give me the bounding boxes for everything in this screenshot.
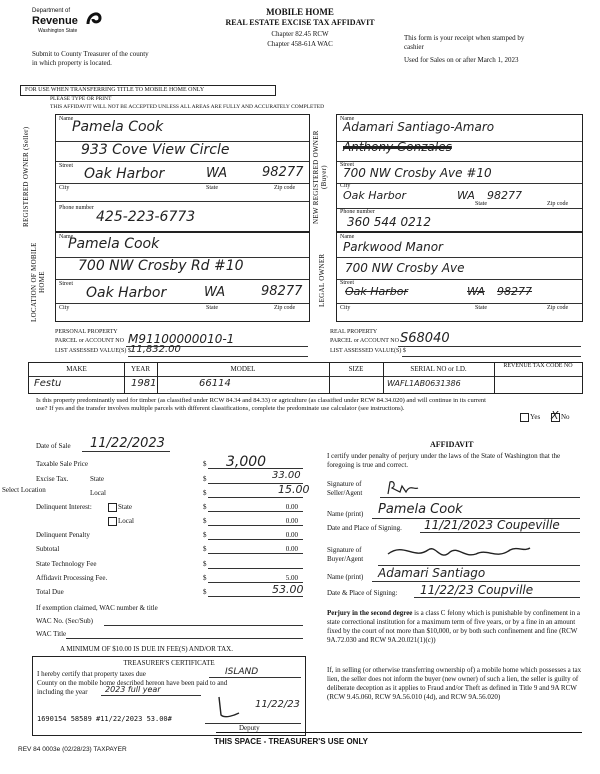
di-local-checkbox[interactable] [108,517,117,526]
excise-state-value[interactable]: 33.00 [272,470,301,481]
seller-box [55,114,310,232]
date-of-sale-value[interactable]: 11/22/2023 [90,436,165,451]
seller-print-name[interactable]: Pamela Cook [378,502,463,517]
legal-city-label: City [340,305,351,311]
location-name[interactable]: Pamela Cook [68,236,160,252]
legal-zip[interactable]: 98277 [497,285,532,298]
subtotal-dollar: $ [203,545,207,553]
buyer-box [336,114,583,232]
seller-street-prefill[interactable]: 933 Cove View Circle [81,142,230,158]
logo-state-text: Washington State [38,28,78,34]
seller-name-label: Name [59,116,74,122]
treasurer-use-only: THIS SPACE - TREASURER'S USE ONLY [214,737,368,746]
buyer-signature-label: Signature of Buyer/Agent [327,546,364,563]
personal-parcel-label: PARCEL or ACCOUNT NO [55,338,124,344]
deputy-signature-icon [213,695,243,721]
legal-city[interactable]: Oak Harbor [345,285,409,298]
taxable-price-value[interactable]: 3,000 [226,454,267,470]
treasurer-title: TREASURER'S CERTIFICATE [123,659,215,667]
buyer-city[interactable]: Oak Harbor [343,189,407,202]
real-assessed-label: LIST ASSESSED VALUE(S) $ [330,348,406,354]
personal-parcel-value[interactable]: M91100000010-1 [128,332,235,346]
yes-checkbox[interactable] [520,413,529,422]
treasurer-date[interactable]: 11/22/23 [255,699,300,710]
serial-value[interactable]: WAFL1AB0631386 [387,379,461,388]
logo-swirl-icon [86,9,102,27]
buyer-state-label: State [475,201,487,207]
buyer-phone-label: Phone number [340,209,375,215]
seller-phone-label: Phone number [59,205,94,211]
di-local-label: Local [118,517,134,525]
legal-owner-section-label: LEGAL OWNER [318,253,326,307]
receipt-note-1: This form is your receipt when stamped by [404,34,525,42]
buyer-state[interactable]: WA [457,189,475,202]
year-value[interactable]: 1981 [131,378,157,389]
col-serial-header: SERIAL NO or I.D. [410,365,467,373]
excise-local-value[interactable]: 15.00 [278,483,310,496]
real-parcel-value[interactable]: S68040 [400,331,450,346]
select-location-label[interactable]: Select Location [2,486,46,494]
seller-street-label: Street [59,163,73,169]
logo-dept-text: Department of [32,8,71,14]
submit-note-1: Submit to County Treasurer of the county [32,50,149,58]
delinquent-interest-label: Delinquent Interest: [36,503,92,511]
penalty-dollar: $ [203,531,207,539]
treasurer-line3: including the year [37,688,88,696]
wac-title-label: WAC Title [36,630,67,638]
col-revenue-code-header: REVENUE TAX CODE NO [503,363,573,369]
excise-state-dollar: $ [203,475,207,483]
buyer-phone[interactable]: 360 544 0212 [347,215,431,229]
location-zip[interactable]: 98277 [261,284,303,299]
seller-section-label: REGISTERED OWNER (Seller) [22,126,30,228]
location-box [55,232,310,322]
legal-street[interactable]: 700 NW Crosby Ave [345,261,465,275]
location-section-label: LOCATION OF MOBILE HOME [30,242,46,322]
location-state[interactable]: WA [204,285,226,300]
buyer-street[interactable]: 700 NW Crosby Ave #10 [343,166,492,180]
exemption-label: If exemption claimed, WAC number & title [36,604,158,612]
state-tech-fee-label: State Technology Fee [36,560,97,568]
personal-assessed-value[interactable]: 11,832.00 [130,344,181,355]
vehicle-table [28,362,583,394]
di-state-label: State [118,503,132,511]
seller-city-label: City [59,185,70,191]
date-of-sale-label: Date of Sale [36,442,71,450]
sales-date-note: Used for Sales on or after March 1, 2023 [404,56,519,64]
logo-revenue-text: Revenue [32,15,78,27]
penalty-value[interactable]: 0.00 [285,531,298,539]
seller-zip[interactable]: 98277 [262,165,304,180]
buyer-print-label: Name (print) [327,573,364,581]
treasurer-county[interactable]: ISLAND [225,667,259,677]
legal-zip-label: Zip code [547,305,569,311]
col-model-header: MODEL [230,365,256,373]
location-street[interactable]: 700 NW Crosby Rd #10 [78,258,244,274]
model-value[interactable]: 66114 [199,378,231,389]
location-state-label: State [206,305,218,311]
treasurer-stamp: 1690154 58589 #11/22/2023 53.00# [37,715,172,723]
subtotal-value[interactable]: 0.00 [285,545,298,553]
col-make-header: MAKE [66,365,87,373]
timber-question: Is this property predominantly used for timber (as classified under RCW 84.34 and 84.33) or agriculture (as classified under RCW 84.34.020) and will continue in its current use? If yes and the transfer involves multiple parcels with different classifications, complete the predominate use calculator (see instructions). [36,397,486,412]
location-name-label: Name [59,234,74,240]
tech-fee-dollar: $ [203,560,207,568]
di-local-dollar: $ [203,517,207,525]
legal-name-label: Name [340,234,355,240]
seller-state-label: State [206,185,218,191]
use-banner-text: FOR USE WHEN TRANSFERRING TITLE TO MOBILE HOME ONLY [25,87,205,93]
seller-signature-icon[interactable] [384,478,424,498]
buyer-name[interactable]: Adamari Santiago-Amaro [343,120,495,134]
buyer-street-label: Street [340,162,354,168]
di-state-value[interactable]: 0.00 [285,503,298,511]
total-due-value[interactable]: 53.00 [272,583,304,596]
seller-city[interactable]: Oak Harbor [84,166,165,182]
legal-state[interactable]: WA [467,285,485,298]
affidavit-certify: I certify under penalty of perjury under the laws of the State of Washington that the foregoing is true and correct. [327,452,561,469]
di-state-checkbox[interactable] [108,503,117,512]
seller-print-label: Name (print) [327,510,364,518]
treasurer-certificate-box [32,656,306,736]
total-due-label: Total Due [36,588,64,596]
location-zip-label: Zip code [274,305,296,311]
subtotal-label: Subtotal [36,545,60,553]
personal-property-label: PERSONAL PROPERTY [55,329,118,335]
perjury-text: is a class C felony which is punishable by confinement in a state correctional institution for a maximum term of five years, or by a fine in an amount fixed by the court of not more than $10,000, or by both such confinement and fine (RCW 9A.72.030 and RCW 9A.20.021(1)(c)) [327,609,580,644]
buyer-name-struck: Anthony Gonzales [343,140,452,154]
affidavit-fee-dollar: $ [203,574,207,582]
di-local-value[interactable]: 0.00 [285,517,298,525]
excise-state-label: State [90,475,104,483]
buyer-date-place[interactable]: 11/22/23 Coupville [420,583,534,597]
submit-note-2: in which property is located. [32,59,112,67]
buyer-signature-icon[interactable] [384,540,534,566]
seller-zip-label: Zip code [274,185,296,191]
accept-warning: THIS AFFIDAVIT WILL NOT BE ACCEPTED UNLESS ALL AREAS ARE FULLY AND ACCURATELY COMPLETED [50,104,325,110]
affidavit-fee-label: Affidavit Processing Fee. [36,574,108,582]
excise-local-dollar: $ [203,489,207,497]
no-label: No [561,413,570,421]
buyer-print-name[interactable]: Adamari Santiago [378,566,486,580]
seller-phone[interactable]: 425-223-6773 [96,209,196,225]
yes-label: Yes [530,413,541,421]
no-checkbox[interactable] [551,409,560,422]
legal-street-label: Street [340,280,354,286]
minimum-due-note: A MINIMUM OF $10.00 IS DUE IN FEE(S) AND/OR TAX. [60,645,233,653]
location-street-label: Street [59,281,73,287]
legal-name[interactable]: Parkwood Manor [343,240,443,254]
delinquent-penalty-label: Delinquent Penalty [36,531,90,539]
taxable-price-dollar: $ [203,460,207,468]
chapter-rcw: Chapter 82.45 RCW [271,30,329,38]
buyer-zip-label: Zip code [547,201,569,207]
treasurer-line2: County on the mobile home described hereon have been paid to and [37,679,228,687]
location-city[interactable]: Oak Harbor [86,285,167,301]
affidavit-fee-value[interactable]: 5.00 [285,574,298,582]
affidavit-title: AFFIDAVIT [430,440,474,449]
excise-tax-label: Excise Tax. [36,475,69,483]
form-title-2: REAL ESTATE EXCISE TAX AFFIDAVIT [225,18,375,27]
buyer-section-label: NEW REGISTERED OWNER (Buyer) [312,130,328,224]
dor-logo [32,6,102,40]
di-state-dollar: $ [203,503,207,511]
use-banner [20,85,276,96]
col-year-header: YEAR [130,365,151,373]
seller-date-place[interactable]: 11/21/2023 Coupeville [424,518,560,532]
buyer-city-label: City [340,183,351,189]
seller-signature-label: Signature of Seller/Agent [327,480,363,497]
real-parcel-label: PARCEL or ACCOUNT NO [330,338,399,344]
form-number: REV 84 0003e (02/28/23) TAXPAYER [18,746,127,753]
excise-local-label: Local [90,489,106,497]
receipt-note-2: cashier [404,43,424,51]
wac-number-label: WAC No. (Sec/Sub) [36,617,93,625]
personal-assessed-label: LIST ASSESSED VALUE(S) $ [55,348,131,354]
location-city-label: City [59,305,70,311]
perjury-notice [327,609,583,645]
legal-state-label: State [475,305,487,311]
perjury-bold: Perjury in the second degree [327,609,413,617]
real-property-label: REAL PROPERTY [330,329,378,335]
seller-name[interactable]: Pamela Cook [72,119,164,135]
chapter-wac: Chapter 458-61A WAC [267,40,333,48]
legal-owner-box [336,232,583,322]
taxable-price-label: Taxable Sale Price [36,460,88,468]
buyer-date-label: Date & Place of Signing: [327,589,398,597]
lien-notice: If, in selling (or otherwise transferring ownership of) a mobile home which possesses a tax lien, the seller does not inform the buyer (new owner) of such a lien, the seller is guilty of deliberate deception as it applies to Fraud and/or Theft as defined in Title 9 and 9A RCW (RCW 9.45.060, RCW 9A.56.010 (4d), and RCW 9A.56.020) [327,666,582,701]
treasurer-line1: I hereby certify that property taxes due [37,670,146,678]
no-checkmark: X [551,409,559,422]
print-instruction: PLEASE TYPE OR PRINT [50,96,112,102]
make-value[interactable]: Festu [34,378,62,389]
form-title-1: MOBILE HOME [266,7,334,17]
total-due-dollar: $ [203,588,207,596]
deputy-label: Deputy [239,724,260,732]
col-size-header: SIZE [348,365,364,373]
seller-date-label: Date and Place of Signing. [327,524,402,532]
buyer-name-label: Name [340,116,355,122]
buyer-zip[interactable]: 98277 [487,189,522,202]
seller-state[interactable]: WA [206,166,228,181]
treasurer-year[interactable]: 2023 full year [105,685,161,694]
